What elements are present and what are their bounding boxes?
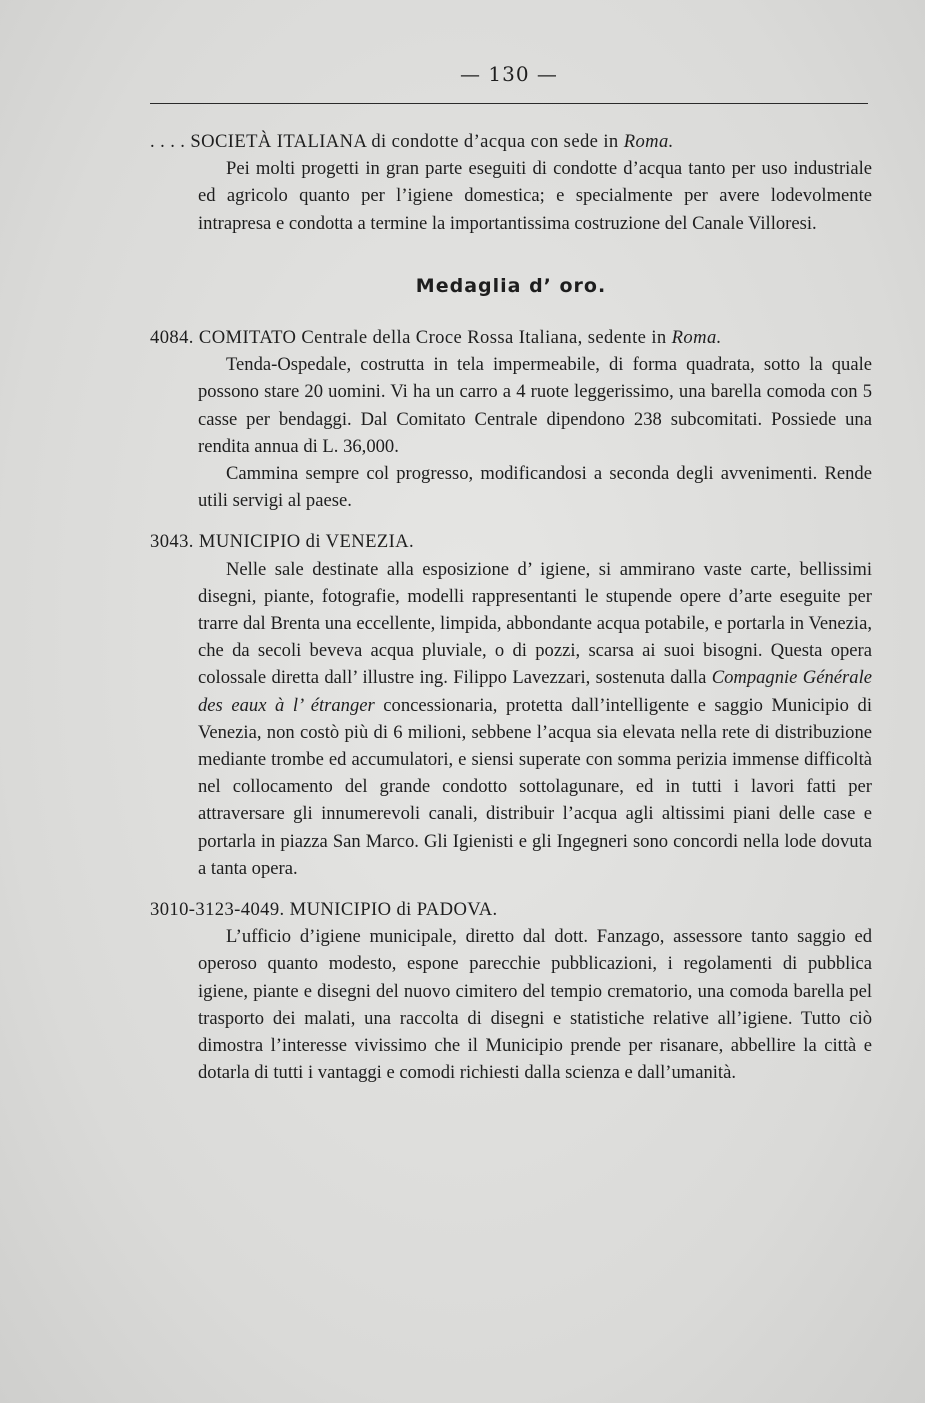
body-italic: Compagnie Générale des eaux à l’ étranger	[198, 667, 872, 716]
padova-heading	[150, 896, 872, 923]
entry-number: 3043.	[150, 531, 194, 553]
comitato-heading	[150, 324, 872, 351]
heading-rest: di condotte d’acqua con sede in	[366, 131, 624, 152]
comitato-body-1: Tenda-Ospedale, costrutta in tela impermeabile, di forma quadrata, sotto la quale possono stare 20 uomini. Vi ha un carro a 4 ruote leggerissimo, una barella comoda con 5 casse per bendaggi. Dal Comitato Centrale dipendono 238 subcomitati. Possiede una rendita annua di L. 36,000.	[198, 354, 872, 457]
venezia-body	[198, 556, 872, 882]
medal-heading: Medaglia d’ oro.	[415, 274, 607, 297]
heading-place: Roma.	[671, 327, 722, 349]
heading-place: Roma.	[623, 131, 674, 152]
body-text: Nelle sale destinate alla esposizione d’ igiene, si ammirano vaste carte, bellissimi disegni, piante, fotografie, modelli rappresentanti le stupende opere d’arte eseguite per trarre dal Brenta una eccellente, limpida, abbondante acqua potabile, e portarla in Venezia, che da secoli beveva acqua pluviale, o di pozzi, scarsa ai suoi bisogni. Questa opera colossale diretta dall’ illustre ing. Filippo Lavezzari, sostenuta dalla	[198, 558, 872, 689]
heading-rest: MUNICIPIO di PADOVA.	[284, 899, 498, 921]
header-rule	[150, 103, 868, 104]
body-text: concessionaria, protetta dall’intelligente e saggio Municipio di Venezia, non costò più di 6 milioni, sebbene l’acqua sia elevata nella rete di distribuzione mediante trombe ed accumulatori, e siensi superate con somma perizia immense difficoltà nel collocamento del grande condotto sottolagunare, ed in tutti i lavori fatti per attraversare gli innumerevoli canali, distribuir l’acqua agli altissimi piani delle case e portarla in piazza San Marco. Gli Igienisti e gli Ingegneri sono concordi nella lode dovuta a tanta opera.	[198, 694, 872, 879]
heading-prefix: . . . .	[150, 131, 186, 152]
padova-body: L’ufficio d’igiene municipale, diretto dal dott. Fanzago, assessore tanto saggio ed operoso quanto modesto, espone parecchie pubblicazioni, i regolamenti di pubblica igiene, piante e disegni del nuovo cimitero del tempio crematorio, una comoda barella pel trasporto dei malati, una raccolta di disegni e statistiche relative all’igiene. Tutto ciò dimostra l’interesse vivissimo che il Municipio prende per risanare, abbellire la città e dotarla di tutti i vantaggi e comodi richiesti dalla scienza e dall’umanità.	[198, 926, 872, 1084]
venezia-heading	[150, 528, 872, 555]
entry-number: 3010-3123-4049.	[150, 899, 285, 921]
heading-rest: COMITATO Centrale della Croce Rossa Italiana, sedente in	[193, 327, 672, 349]
spacer	[150, 882, 872, 896]
page-number: — 130 —	[460, 62, 558, 86]
page-content	[150, 128, 872, 1087]
spacer	[150, 514, 872, 528]
entry-number: 4084.	[150, 327, 194, 349]
heading-rest: MUNICIPIO di VENEZIA.	[193, 531, 415, 553]
heading-name: SOCIETÀ ITALIANA	[190, 131, 367, 152]
societa-heading	[150, 128, 872, 155]
societa-body: Pei molti progetti in gran parte eseguiti di condotte d’acqua tanto per uso industriale ed agricolo quanto per l’igiene domestica; e specialmente per avere lodevolmente intrapresa e condotta a termine la importantissima costruzione del Canale Villoresi.	[198, 158, 872, 234]
comitato-body-2: Cammina sempre col progresso, modificandosi a seconda degli avvenimenti. Rende utili servigi al paese.	[198, 463, 872, 512]
